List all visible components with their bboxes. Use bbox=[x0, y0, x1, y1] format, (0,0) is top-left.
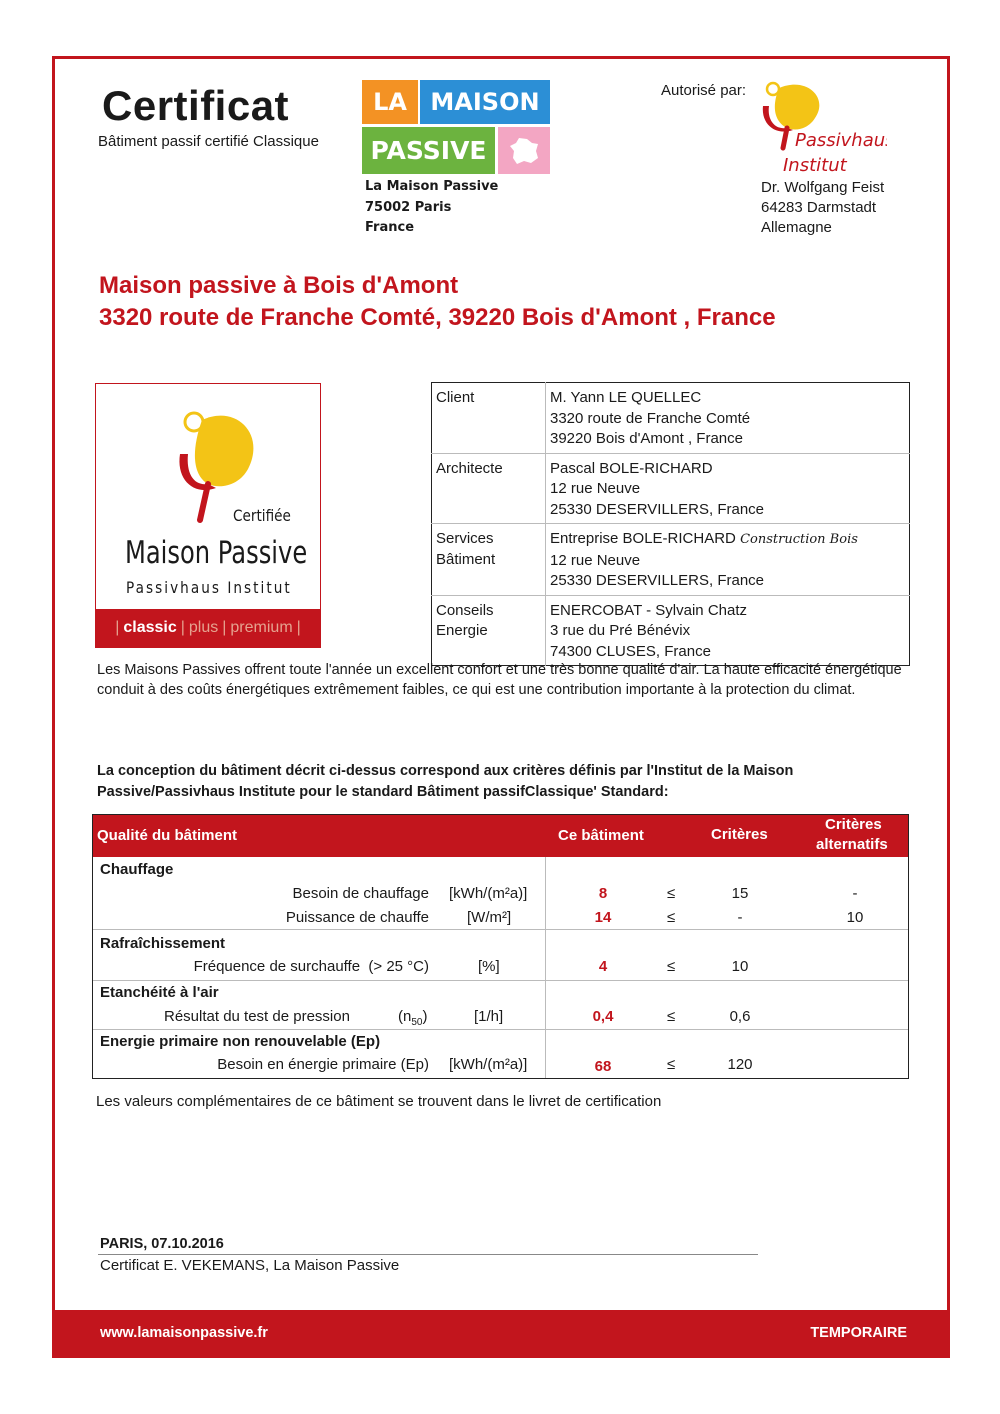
badge-institute: Passivhaus Institut bbox=[126, 578, 292, 597]
row-label: Fréquence de surchauffe (> 25 °C) bbox=[193, 958, 429, 975]
party-label-line: Conseils bbox=[436, 601, 494, 619]
section-heating: Chauffage bbox=[100, 861, 174, 878]
table-row bbox=[432, 383, 910, 454]
party-details bbox=[546, 453, 910, 524]
france-map-icon bbox=[498, 127, 550, 174]
certificate-frame bbox=[52, 56, 950, 1358]
section-divider bbox=[93, 980, 908, 981]
certificate-subtitle: Bâtiment passif certifié Classique bbox=[98, 133, 319, 150]
row-criteria: 0,6 bbox=[729, 1008, 751, 1025]
level-classic: classic bbox=[123, 619, 177, 636]
level-separator: | bbox=[222, 619, 227, 636]
party-line: ENERCOBAT - Sylvain Chatz bbox=[550, 601, 747, 619]
row-label: Résultat du test de pression bbox=[164, 1008, 350, 1025]
parties-table bbox=[431, 382, 910, 666]
party-line-text: Entreprise BOLE-RICHARD bbox=[550, 530, 736, 547]
party-details bbox=[546, 524, 910, 596]
la-maison-passive-logo bbox=[362, 80, 550, 174]
party-label-line: Architecte bbox=[436, 459, 503, 477]
row-label: Besoin de chauffage bbox=[292, 885, 429, 902]
row-alt-criteria: - bbox=[852, 885, 858, 902]
lmp-address-line: France bbox=[365, 220, 415, 235]
row-criteria: - bbox=[737, 909, 743, 926]
header-quality: Qualité du bâtiment bbox=[97, 827, 238, 844]
party-label bbox=[432, 383, 546, 454]
project-title bbox=[99, 270, 776, 334]
row-value: 8 bbox=[598, 885, 608, 902]
party-line: M. Yann LE QUELLEC bbox=[550, 389, 702, 406]
party-label bbox=[432, 595, 546, 666]
handwritten-note: Construction Bois bbox=[740, 532, 858, 547]
level-separator: | bbox=[115, 619, 120, 636]
signature-by: Certificat E. VEKEMANS, La Maison Passive bbox=[100, 1257, 400, 1274]
certification-badge bbox=[95, 383, 321, 648]
symbol-n: (n bbox=[398, 1008, 412, 1025]
level-premium: premium bbox=[230, 619, 293, 636]
row-unit: [W/m²] bbox=[467, 909, 512, 926]
party-line: 3320 route de Franche Comté bbox=[550, 409, 751, 427]
row-operator: ≤ bbox=[667, 909, 676, 926]
row-symbol bbox=[398, 1008, 427, 1028]
row-value: 4 bbox=[598, 958, 608, 975]
section-divider bbox=[93, 929, 908, 930]
phi-address bbox=[761, 178, 884, 238]
phi-logo-line1: Passivhaus bbox=[795, 130, 887, 151]
party-label-line: Services bbox=[436, 530, 494, 547]
party-line: 39220 Bois d'Amont , France bbox=[550, 430, 743, 447]
party-details bbox=[546, 595, 910, 666]
party-line: 74300 CLUSES, France bbox=[550, 642, 711, 660]
lmp-address bbox=[365, 177, 498, 239]
party-label-line: Energie bbox=[436, 622, 488, 639]
header-this-building: Ce bâtiment bbox=[558, 827, 644, 844]
row-operator: ≤ bbox=[667, 885, 676, 902]
lmp-address-line: 75002 Paris bbox=[365, 199, 452, 215]
section-airtightness: Etanchéité à l'air bbox=[100, 984, 219, 1001]
row-unit: [%] bbox=[478, 958, 500, 975]
symbol-subscript: 50 bbox=[411, 1017, 423, 1028]
phi-address-line: Dr. Wolfgang Feist bbox=[761, 179, 885, 196]
row-value: 14 bbox=[594, 909, 612, 926]
section-divider bbox=[93, 1029, 908, 1030]
row-value: 0,4 bbox=[592, 1008, 614, 1025]
table-row bbox=[93, 885, 908, 905]
conception-statement: La conception du bâtiment décrit ci-dessus correspond aux critères définis par l'Institut de la Maison Passive/Passivhaus Institute pour le standard Bâtiment passifClassique' Standard: bbox=[97, 763, 794, 800]
header-alt-criteria: Critères bbox=[825, 816, 882, 833]
section-cooling: Rafraîchissement bbox=[100, 935, 226, 952]
project-address: 3320 route de Franche Comté, 39220 Bois d'Amont , France bbox=[99, 304, 776, 331]
badge-level-bar bbox=[96, 609, 320, 647]
row-unit: [1/h] bbox=[474, 1008, 504, 1025]
party-line: 12 rue Neuve bbox=[550, 551, 641, 569]
section-primary-energy: Energie primaire non renouvelable (Ep) bbox=[100, 1033, 381, 1050]
phi-address-line: 64283 Darmstadt bbox=[761, 199, 877, 216]
phi-address-line: Allemagne bbox=[761, 219, 832, 236]
table-row bbox=[432, 453, 910, 524]
phi-logo-line2: Institut bbox=[783, 155, 847, 176]
row-alt-criteria: 10 bbox=[846, 909, 864, 926]
row-operator: ≤ bbox=[667, 1056, 676, 1073]
party-line bbox=[550, 529, 905, 551]
row-unit: [kWh/(m²a)] bbox=[449, 885, 528, 902]
party-line: Pascal BOLE-RICHARD bbox=[550, 459, 713, 477]
party-label bbox=[432, 453, 546, 524]
row-criteria: 10 bbox=[731, 958, 749, 975]
row-operator: ≤ bbox=[667, 958, 676, 975]
intro-paragraph: Les Maisons Passives offrent toute l'année un excellent confort et une très bonne qualité d'air. La haute efficacité énergétique conduit à des coûts énergétiques extrêmement faibles, ce qui est une contribution importante à la protection du climat. bbox=[97, 662, 902, 698]
certificate-title: Certificat bbox=[102, 82, 290, 129]
row-value: 68 bbox=[594, 1058, 612, 1075]
row-criteria: 120 bbox=[727, 1056, 753, 1073]
project-name: Maison passive à Bois d'Amont bbox=[99, 272, 459, 299]
level-plus: plus bbox=[188, 619, 219, 636]
row-label: Puissance de chauffe bbox=[285, 909, 429, 926]
party-details bbox=[546, 383, 910, 454]
party-label bbox=[432, 524, 546, 596]
signature-date: PARIS, 07.10.2016 bbox=[100, 1236, 224, 1252]
row-unit: [kWh/(m²a)] bbox=[449, 1056, 528, 1073]
logo-la-block: LA bbox=[362, 80, 418, 124]
signature-line bbox=[98, 1254, 758, 1255]
level-separator: | bbox=[296, 619, 301, 636]
badge-certified: Certifiée bbox=[233, 506, 291, 525]
party-line: 25330 DESERVILLERS, France bbox=[550, 572, 765, 589]
party-label-line: Client bbox=[436, 389, 475, 406]
table-row bbox=[93, 958, 908, 978]
authorized-label: Autorisé par: bbox=[661, 82, 747, 99]
row-label: Besoin en énergie primaire (Ep) bbox=[217, 1056, 429, 1073]
status-label: TEMPORAIRE bbox=[810, 1325, 907, 1341]
phi-emblem-icon bbox=[757, 78, 887, 178]
website-link[interactable]: www.lamaisonpassive.fr bbox=[100, 1325, 268, 1341]
row-operator: ≤ bbox=[667, 1008, 676, 1025]
header-criteria: Critères bbox=[711, 826, 768, 843]
criteria-header bbox=[93, 815, 908, 857]
party-line: 25330 DESERVILLERS, France bbox=[550, 500, 765, 518]
table-row bbox=[93, 909, 908, 929]
table-row bbox=[93, 1056, 908, 1076]
lmp-address-line: La Maison Passive bbox=[365, 179, 499, 194]
badge-name: Maison Passive bbox=[125, 535, 308, 571]
table-row bbox=[93, 1008, 908, 1028]
bottom-bar bbox=[52, 1310, 950, 1358]
criteria-table bbox=[92, 814, 909, 1079]
table-row bbox=[432, 524, 910, 596]
header-alt-criteria-2: alternatifs bbox=[816, 836, 888, 853]
party-label-line: Bâtiment bbox=[436, 550, 496, 568]
row-criteria: 15 bbox=[731, 885, 749, 902]
party-line: 12 rue Neuve bbox=[550, 480, 641, 497]
party-line: 3 rue du Pré Bénévix bbox=[550, 622, 691, 639]
level-separator: | bbox=[180, 619, 185, 636]
footer-note: Les valeurs complémentaires de ce bâtiment se trouvent dans le livret de certification bbox=[96, 1093, 662, 1110]
passivhaus-institut-logo bbox=[757, 78, 887, 178]
logo-passive-block: PASSIVE bbox=[362, 127, 495, 174]
logo-maison-block: MAISON bbox=[420, 80, 550, 124]
symbol-close: ) bbox=[422, 1008, 428, 1025]
table-row bbox=[432, 595, 910, 666]
